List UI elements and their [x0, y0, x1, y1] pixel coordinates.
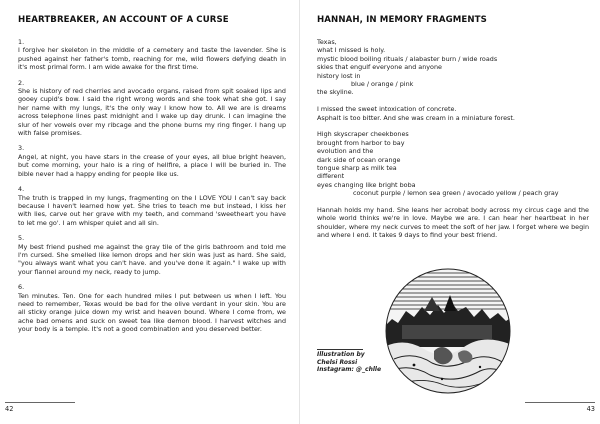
- poem-line: what I missed is holy.: [317, 46, 386, 55]
- poem-line-indented: blue / orange / pink: [351, 80, 414, 89]
- footer-rule: [525, 402, 595, 403]
- section-text: Ten minutes. Ten. One for each hundred miles I put between us when I left. You need to remember, Texas would be bad for the olive verdant in your skin. You are all sticky orange juice down my wrist and heaven bound. Where I come from, we ache bad omens and suck on sweet tea like demon blood. I harvest witches and your body is a temple. It's not a good combination and you deserved better.: [18, 291, 286, 334]
- poem-line: eyes changing like bright boba: [317, 180, 416, 189]
- section-number: 3.: [18, 144, 25, 153]
- section: [18, 234, 286, 276]
- illustration-credit: [317, 351, 381, 374]
- section: [18, 144, 286, 178]
- poem-line: history lost in: [317, 71, 361, 80]
- section: [18, 38, 286, 72]
- right-page: [300, 0, 600, 424]
- poem-line: skies that engulf everyone and anyone: [317, 63, 442, 72]
- section-number: 1.: [18, 38, 25, 46]
- section-number: 6.: [18, 283, 25, 292]
- section: [18, 283, 286, 333]
- credit-line: Chelsi Rossi: [317, 358, 358, 366]
- section-text: She is history of red cherries and avocado organs, raised from spit soaked lips and gooey cupid's bow. I said the right wrong words and she took what she got. I say her name with my lungs, it's the only way I know how to. All we are is dreams across telephone lines past midnight and I wake up day drunk. I can imagine the slur of her vowels over my ribcage and the phone burns my ring finger. I hang up with false promises.: [18, 87, 286, 138]
- poem-line: mystic blood boiling rituals / alabaster burn / wide roads: [317, 54, 498, 63]
- section-number: 4.: [18, 185, 25, 194]
- poem-line: dark side of ocean orange: [317, 155, 401, 164]
- left-page-title: HEARTBREAKER, AN ACCOUNT OF A CURSE: [18, 15, 229, 25]
- circular-illustration: [384, 267, 512, 395]
- poem-line: Texas,: [317, 38, 337, 46]
- credit-rule: [317, 349, 363, 350]
- section-text: The truth is trapped in my lungs, fragmenting on the I LOVE YOU I can't say back because I haven't learned how yet. She tries to teach me but instead, I kiss her with lies, carve out her grave with my teeth, and command 'sweetheart you have to let me go'. I am whisper quiet and all sin.: [18, 193, 286, 227]
- section-text: I forgive her skeleton in the middle of a cemetery and taste the lavender. She is pushed against her father's tomb, reaching for me, wild flowers defying death in it's most primal form. I am wide awake for the first time.: [18, 46, 286, 72]
- section-text: Angel, at night, you have stars in the crease of your eyes, all blue bright heaven, but come morning, your halo is a ring of hellfire, a place I will be buried in. The bible never had a happy ending for people like us.: [18, 152, 286, 178]
- page-number-right: 43: [586, 405, 595, 413]
- poem-line: tongue sharp as milk tea: [317, 164, 397, 173]
- page-number-left: 42: [5, 405, 14, 413]
- credit-line: Instagram: @_chlle: [317, 366, 382, 374]
- section-number: 5.: [18, 234, 25, 243]
- right-page-body: [317, 38, 589, 240]
- section-text: My best friend pushed me against the gray tile of the girls bathroom and told me I'm cursed. She smelled like lemon drops and her skin was just as hard. She said, "you always want what you can't have. and you've done it again." I wake up with your flannel around my neck, ready to jump.: [18, 242, 286, 276]
- poem-line: High skyscraper cheekbones: [317, 130, 409, 139]
- poem-line-indented: coconut purple / lemon sea green / avocado yellow / peach gray: [353, 189, 559, 198]
- section-number: 2.: [18, 78, 25, 87]
- right-page-title: HANNAH, IN MEMORY FRAGMENTS: [317, 15, 487, 25]
- section: [18, 185, 286, 227]
- left-page-body: [18, 38, 286, 341]
- poem-line: I missed the sweet intoxication of concrete.: [317, 105, 457, 114]
- credit-line: Illustration by: [317, 351, 365, 358]
- poem-line: the skyline.: [317, 88, 354, 97]
- footer-rule: [5, 402, 75, 403]
- section: [18, 79, 286, 138]
- poem-line: evolution and the: [317, 147, 374, 156]
- poem-line: Asphalt is too bitter. And she was cream in a miniature forest.: [317, 113, 515, 122]
- poem-line: brought from harbor to bay: [317, 138, 405, 147]
- poem-line: different: [317, 172, 345, 181]
- poem-paragraph: Hannah holds my hand. She leans her acrobat body across my circus cage and the whole world thinks we're in love. Maybe we are. I can hear her heartbeat in her shoulder, where my neck curves to meet the soft of her jaw. I forget where we begin and where I end. It takes 9 days to find your best friend.: [317, 206, 589, 240]
